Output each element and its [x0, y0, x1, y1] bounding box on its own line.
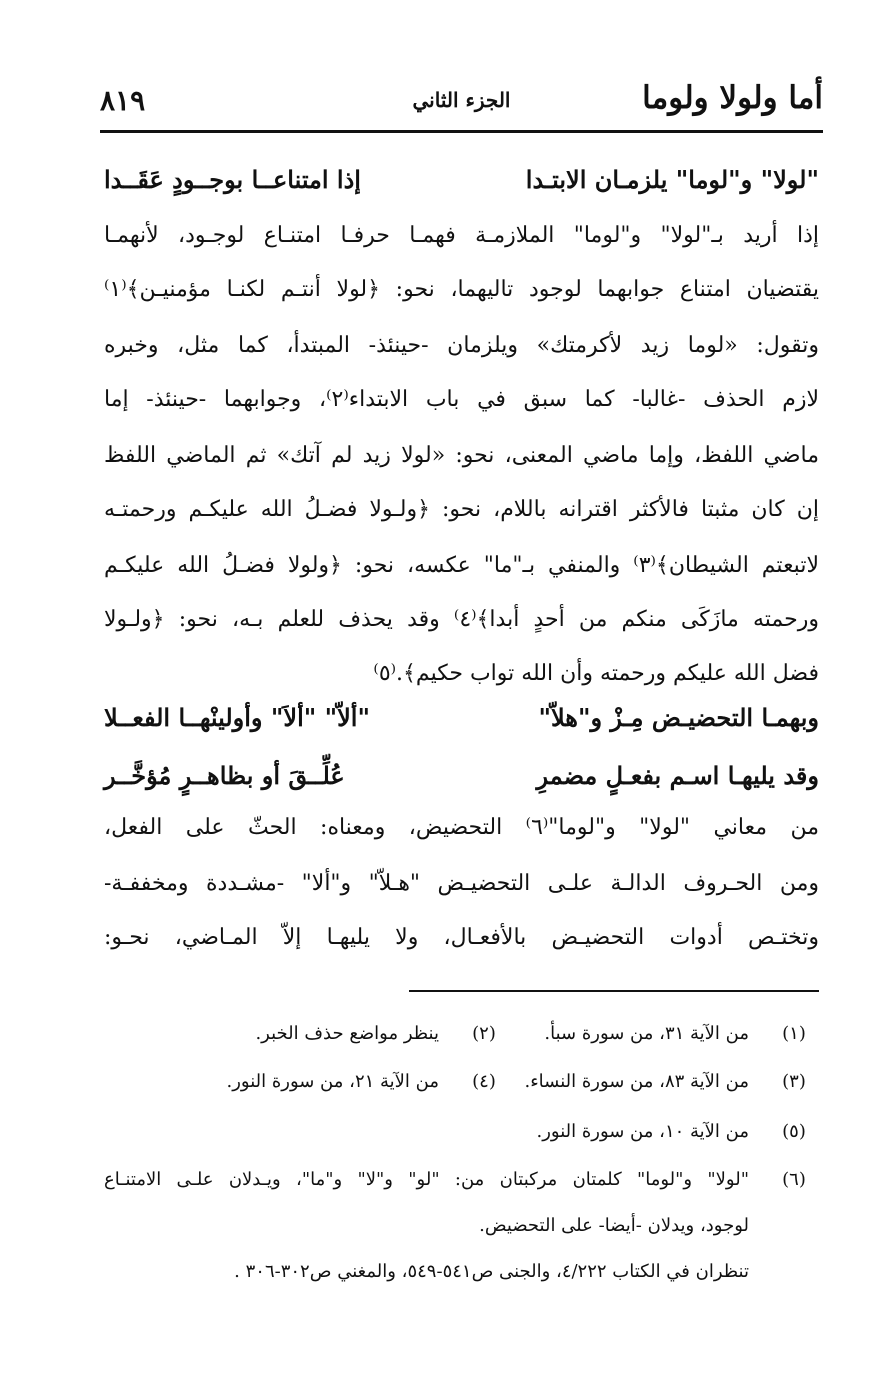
verse-line [104, 690, 819, 746]
text-line: فضل الله عليكم ورحمته وأن الله تواب حكيم﴾.⁽٥⁾ [373, 661, 819, 686]
verse-hemistich-left: إذا امتناعــا بوجــودٍ عَقَــدا [104, 165, 361, 194]
footnote-text: من الآية ٨٣، من سورة النساء. [524, 1071, 749, 1092]
part-label: الجزء الثاني [412, 88, 511, 112]
verse-line [104, 152, 819, 208]
footnote-text: من الآية ١٠، من سورة النور. [536, 1121, 749, 1142]
footnote-text: ينظر مواضع حذف الخبر. [255, 1023, 439, 1044]
verse-hemistich-left: عُلِّــقَ أو بظاهــرٍ مُؤخَّــر [104, 761, 345, 790]
footnote-row [104, 1014, 819, 1054]
text-line: من معاني "لولا" و"لوما"⁽٦⁾ التحضيض، ومعناه: الحثّ على الفعل، [104, 815, 820, 840]
footnote-rule [409, 990, 819, 992]
footnote-number: (٣) [782, 1071, 806, 1092]
text-line: لازم الحذف -غالبا- كما سبق في باب الابتداء⁽٢⁾، وجوابهما -حينئذ- إما [104, 387, 819, 412]
footnote-row [104, 1160, 819, 1200]
footnote-number: (٥) [782, 1121, 806, 1142]
footnote-row [104, 1252, 819, 1292]
footnote-text: تنظران في الكتاب ٤/٢٢٢، والجنى ص٥٤١-٥٤٩، والمغني ص٣٠٢-٣٠٦ . [234, 1261, 749, 1282]
text-line: ورحمته مازَكَى منكم من أحدٍ أبدا﴾⁽٤⁾ وقد يحذف للعلم بـه، نحو: ﴿ولـولا [104, 607, 819, 632]
verse-hemistich-right: وبهمـا التحضيـض مِـزْ و"هلاّ" [538, 703, 819, 732]
footnote-row [104, 1206, 819, 1246]
text-line: إذا أريد بـ"لولا" و"لوما" الملازمـة فهمـا حرفـا امتنـاع لوجـود، لأنهمـا [104, 223, 819, 248]
footnote-row [104, 1112, 819, 1152]
footnote-text: لوجود، ويدلان -أيضا- على التحضيض. [479, 1215, 749, 1236]
page-number: ٨١٩ [100, 84, 146, 117]
verse-line [104, 748, 819, 804]
text-line: لاتبعتم الشيطان﴾⁽٣⁾ والمنفي بـ"ما" عكسه، نحو: ﴿ولولا فضـلُ الله عليكـم [104, 553, 819, 578]
footnote-number: (٢) [472, 1023, 496, 1044]
text-line: يقتضيان امتناع جوابهما لوجود تاليهما، نحو: ﴿لولا أنتـم لكنـا مؤمنيـن﴾⁽١⁾ [104, 277, 819, 302]
text-line: ماضي اللفظ، وإما ماضي المعنى، نحو: «لولا زيد لم آتك» ثم الماضي اللفظ [104, 443, 819, 468]
footnote-row [104, 1062, 819, 1102]
text-line: وتختـص أدوات التحضيـض بالأفعـال، ولا يليهـا إلاّ المـاضي، نحـو: [104, 925, 819, 950]
footnote-number: (٦) [782, 1169, 806, 1190]
footnote-text: "لولا" و"لوما" كلمتان مركبتان من: "لو" و"لا" و"ما"، ويـدلان علـى الامتنـاع [104, 1169, 749, 1190]
text-line: إن كان مثبتا فالأكثر اقترانه باللام، نحو: ﴿ولـولا فضـلُ الله عليكـم ورحمتـه [104, 497, 819, 522]
header-rule [100, 130, 823, 133]
page-header [100, 72, 823, 130]
verse-hemistich-right: "لولا" و"لوما" يلزمـان الابتـدا [525, 165, 819, 194]
chapter-title: أما ولولا ولوما [642, 80, 823, 116]
verse-hemistich-left: "ألاّ" "ألاَ" وأولينْهــا الفعــلا [104, 703, 370, 732]
text-line: وتقول: «لوما زيد لأكرمتك» ويلزمان -حينئذ- المبتدأ، كما مثل، وخبره [104, 333, 819, 358]
footnote-number: (١) [782, 1023, 806, 1044]
footnote-text: من الآية ٣١، من سورة سبأ. [544, 1023, 749, 1044]
verse-hemistich-right: وقد يليهـا اسـم بفعـلٍ مضمرِ [536, 761, 819, 790]
footnote-text: من الآية ٢١، من سورة النور. [226, 1071, 439, 1092]
text-line: ومن الحـروف الدالـة علـى التحضيـض "هـلاّ" و"ألا" -مشـددة ومخففـة- [104, 871, 819, 896]
footnote-number: (٤) [472, 1071, 496, 1092]
